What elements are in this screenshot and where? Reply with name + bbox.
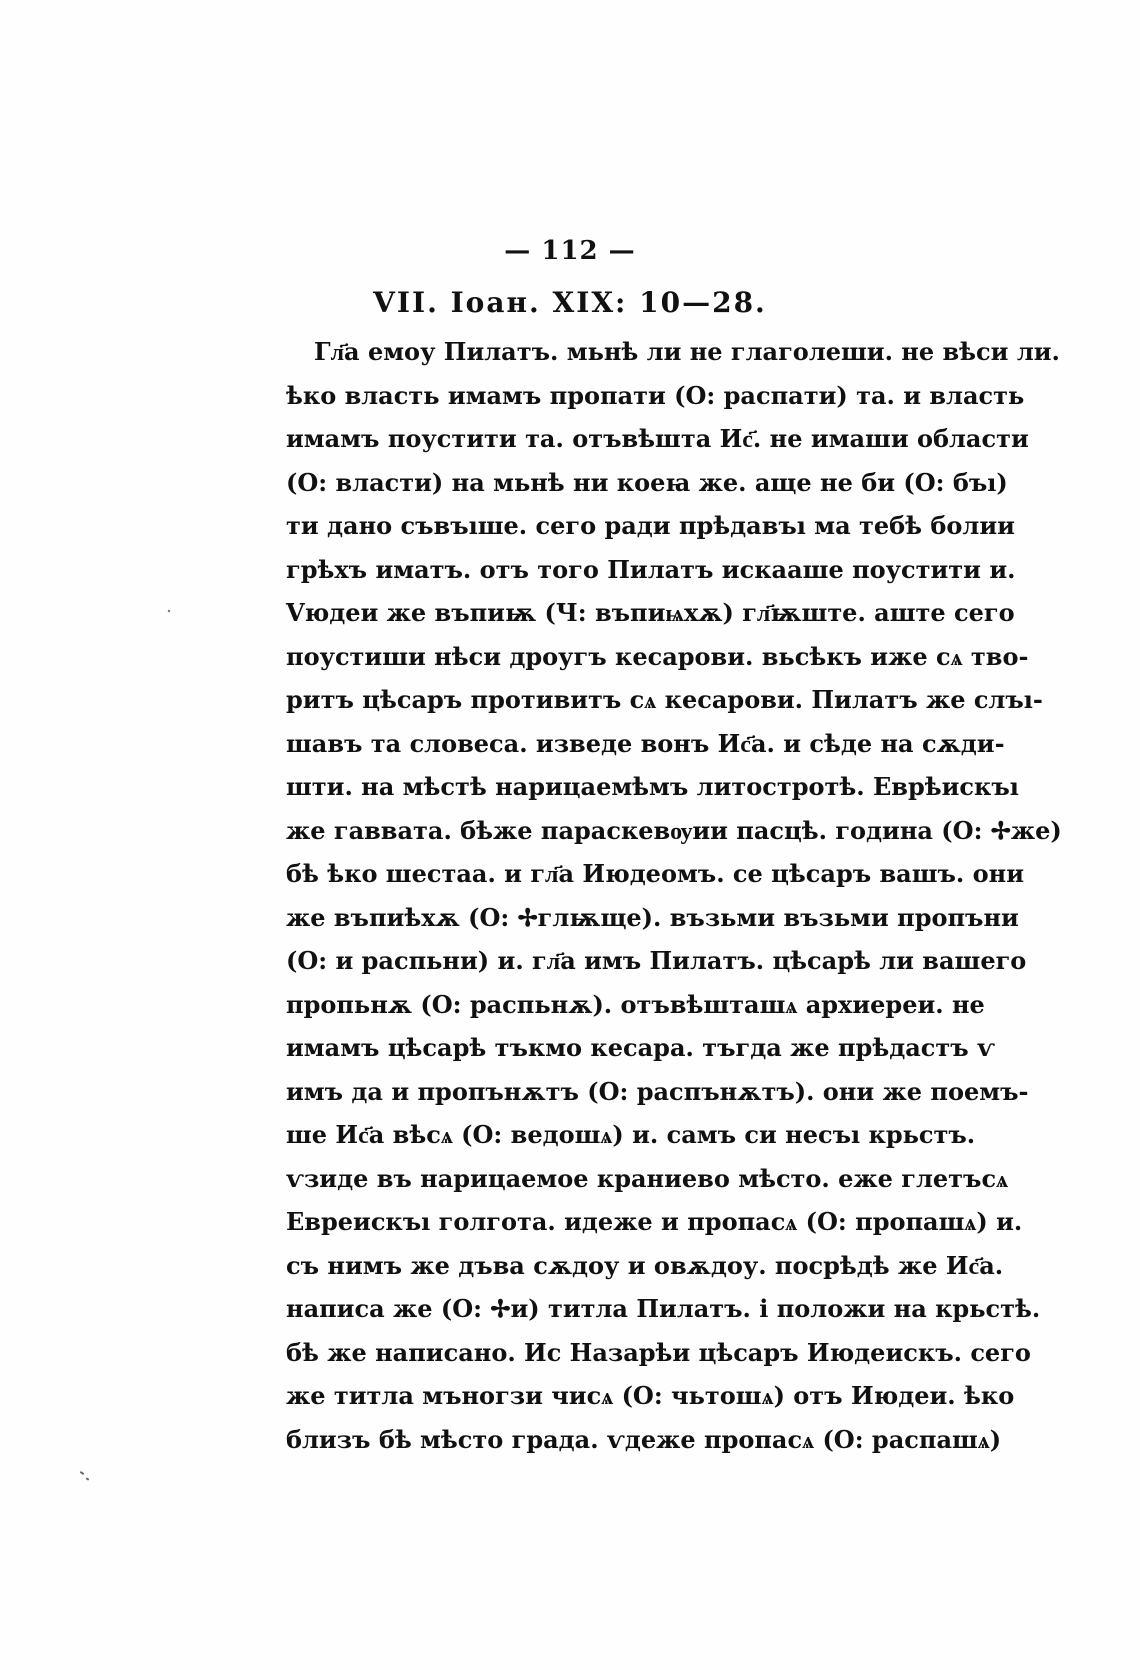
page-number: — 112 — — [504, 236, 636, 266]
scan-speck — [168, 610, 171, 613]
text-line: бѣ же написано. Ис Назарѣи цѣсаръ Июдеискъ. сего — [286, 1337, 1031, 1367]
text-line: поустиши нѣси дроугъ кесарови. вьсѣкъ иже сѧ тво- — [286, 641, 1029, 671]
text-line: пропьнѫ (О: распьнѫ). отъвѣшташѧ архиереи. не — [286, 989, 985, 1019]
scan-speck — [80, 1471, 84, 1475]
text-line: шавъ та словеса. изведе вонъ Ис҃а. и сѣде на сѫди- — [286, 728, 1005, 758]
text-line: съ нимъ же дъва сѫдоу и овѫдоу. посрѣдѣ же Ис҃а. — [286, 1250, 1004, 1280]
text-line: Евреискъı голгота. идеже и пропасѧ (О: пропашѧ) и. — [286, 1207, 1023, 1236]
text-line: же титла мъногзи чисѧ (О: чьтошѧ) отъ Июдеи. ѣко — [286, 1381, 1015, 1410]
text-block — [286, 330, 1062, 1461]
text-line: ѵзиде въ нарицаемое краниево мѣсто. еже глетъсѧ — [286, 1163, 1009, 1193]
text-line: шти. на мѣстѣ нарицаемѣмъ литостротѣ. Еврѣискъı — [286, 772, 1019, 801]
text-line: же гаввата. бѣже параскевѹии пасцѣ. година (О: ✢же) — [286, 815, 1062, 845]
text-line: бѣ ѣко шестаа. и гл҃а Июдеомъ. се цѣсаръ вашъ. они — [286, 859, 1024, 888]
text-line: Гл҃а емоу Пилатъ. мьнѣ ли не глаголеши. не вѣси ли. — [314, 337, 1060, 366]
text-line: Vюдеи же въпиѭ (Ч: въпиѩхѫ) гл҃ѭште. аште сего — [286, 598, 1015, 627]
text-line: ше Ис҃а вѣсѧ (О: ведошѧ) и. самъ си несъı крьстъ. — [286, 1120, 976, 1149]
text-line: (О: и распьни) и. гл҃а имъ Пилатъ. цѣсарѣ ли вашего — [286, 946, 1027, 975]
scan-speck — [86, 1477, 90, 1480]
text-line: ти дано съвъıше. сего ради прѣдавъı ма тебѣ болии — [286, 511, 1015, 540]
text-line: имамъ поустити та. отъвѣшта Ис҃. не имаши области — [286, 424, 1029, 453]
text-line: написа же (О: ✢и) титла Пилатъ. і положи на крьстѣ. — [286, 1294, 1041, 1323]
text-line: имъ да и пропънѫтъ (О: распънѫтъ). они же поемъ- — [286, 1076, 1029, 1106]
text-line: (О: власти) на мьнѣ ни коеꙗ же. аще не би (О: бъı) — [286, 467, 1008, 497]
text-line: имамъ цѣсарѣ тъкмо кесара. тъгда же прѣдастъ ѵ — [286, 1033, 995, 1062]
text-line: близъ бѣ мѣсто града. ѵдеже пропасѧ (О: распашѧ) — [286, 1424, 1002, 1454]
text-line: грѣхъ иматъ. отъ того Пилатъ искааше поустити и. — [286, 554, 1016, 584]
text-line: ѣко власть имамъ пропати (О: распати) та. и власть — [286, 380, 1025, 410]
text-line: ритъ цѣсаръ противитъ сѧ кесарови. Пилатъ же слъı- — [286, 685, 1043, 714]
text-line: же въпиѣхѫ (О: ✢глѭще). възьми възьми пропъни — [286, 902, 1019, 932]
section-heading: VII. Іоан. XIX: 10—28. — [373, 286, 767, 319]
